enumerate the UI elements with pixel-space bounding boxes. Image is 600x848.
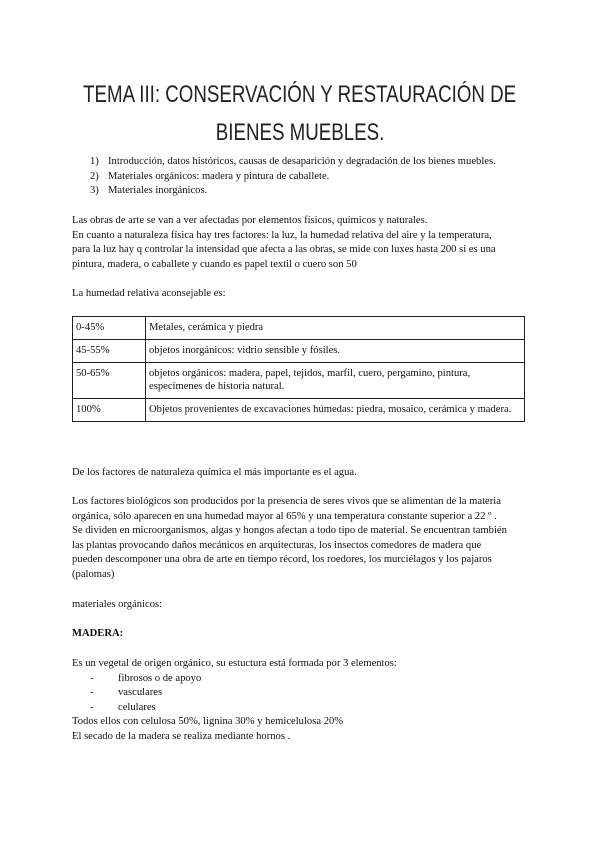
range-cell: 0-45% (73, 317, 146, 340)
wood-drying: El secado de la madera se realiza mediante hornos . (72, 731, 291, 742)
range-cell: 100% (73, 399, 146, 422)
table-row (73, 399, 525, 422)
biological-line: Los factores biológicos son producidos por la presencia de seres vivos que se alimentan de la materia (72, 496, 501, 507)
range-cell: 50-65% (73, 363, 146, 399)
document-title-line-2: BIENES MUEBLES. (215, 119, 385, 146)
biological-line: (palomas) (72, 569, 115, 580)
intro-line: En cuanto a naturaleza física hay tres factores: la luz, la humedad relativa del aire y la temperatura, (72, 229, 492, 241)
index-item: 2) Materiales orgánicos: madera y pintura de caballete. (90, 170, 330, 182)
materials-cell: Metales, cerámica y piedra (146, 317, 525, 340)
table-row (73, 363, 525, 399)
materials-cell: Objetos provenientes de excavaciones húmedas: piedra, mosaico, cerámica y madera. (146, 399, 525, 422)
wood-element: - celulares (90, 701, 156, 713)
biological-line: Se dividen en microorganismos, algas y hongos afectan a todo tipo de material. Se encuentran también (72, 525, 507, 537)
biological-line: orgánica, sólo aparecen en una humedad mayor al 65% y una temperatura constante superior a 22 º . (72, 510, 497, 522)
organic-heading: materiales orgánicos: (72, 599, 163, 610)
intro-line: pintura, madera, o caballete y cuando es papel textil o cuero son 50 (72, 258, 357, 270)
wood-intro: Es un vegetal de origen orgánico, su estuctura está formada por 3 elementos: (72, 658, 397, 669)
humidity-intro: La humedad relativa aconsejable es: (72, 288, 226, 299)
table-row (73, 317, 525, 340)
biological-line: pueden descomponer una obra de arte en tiempo récord, los roedores, los murciélagos y los pajaros (72, 554, 492, 566)
index-item: 3) Materiales inorgánicos. (90, 185, 208, 197)
wood-composition: Todos ellos con celulosa 50%, lignina 30% y hemicelulosa 20% (72, 716, 344, 728)
chemical-factors: De los factores de naturaleza química el más importante es el agua. (72, 467, 357, 478)
materials-cell: objetos inorgánicos: vidrio sensible y fósiles. (146, 340, 525, 363)
intro-line: Las obras de arte se van a ver afectadas por elementos físicos, químicos y naturales. (72, 215, 428, 226)
wood-element: - fibrosos o de apoyo (90, 672, 202, 684)
range-cell: 45-55% (73, 340, 146, 363)
humidity-table (72, 316, 525, 422)
biological-line: las plantas provocando daños mecánicos en arquitecturas, los insectos comedores de madera que (72, 539, 482, 551)
document-title-line-1: TEMA III: CONSERVACIÓN Y RESTAURACIÓN DE (83, 81, 517, 108)
topic-index (72, 155, 496, 199)
intro-line: para la luz hay q controlar la intensidad que afecta a las obras, se mide con luxes hasta 200 si es una (72, 244, 496, 256)
wood-heading: MADERA: (72, 628, 124, 639)
index-item: 1) Introducción, datos históricos, causas de desaparición y degradación de los bienes muebles. (90, 156, 496, 167)
table-row (73, 340, 525, 363)
wood-element: - vasculares (90, 687, 163, 699)
materials-cell: objetos orgánicos: madera, papel, tejidos, marfil, cuero, pergamino, pintura, especímenes de historia natural. (146, 363, 525, 399)
